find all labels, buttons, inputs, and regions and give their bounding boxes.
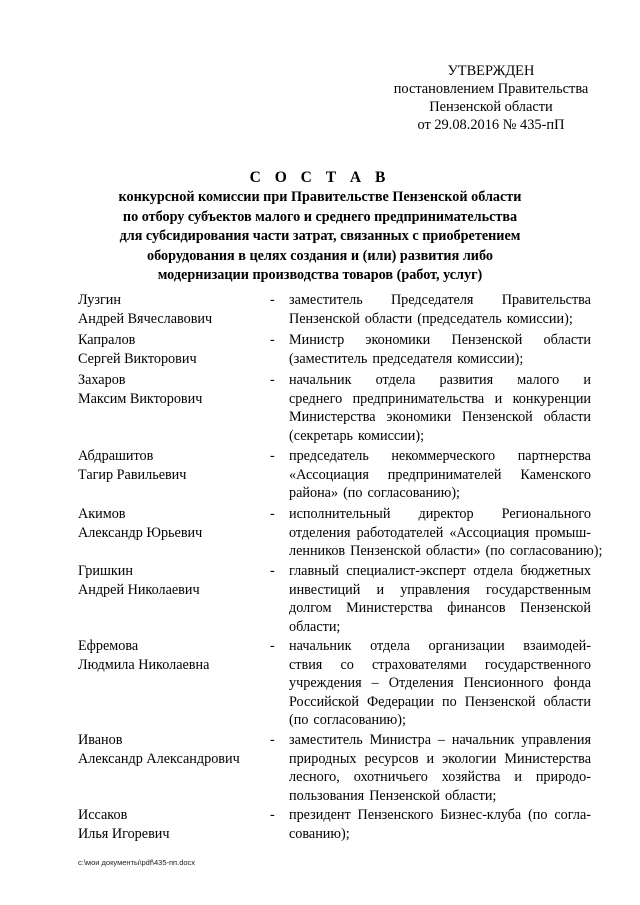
member-surname: Капралов (78, 332, 136, 348)
role-line: учреждения – Отделения Пенсионного фонда (289, 675, 591, 691)
file-path-footer: c:\мои документы\pdf\435-пп.docx (78, 858, 196, 867)
separator-dash: - (270, 506, 275, 522)
role-line: (секретарь комиссии); (289, 427, 425, 444)
role-line: начальник отдела развития малого и (289, 372, 591, 388)
role-line: исполнительный директор Регионального (289, 506, 591, 522)
member-surname: Иванов (78, 732, 123, 748)
separator-dash: - (270, 292, 275, 308)
member-given-names: Александр Александрович (78, 750, 240, 767)
member-given-names: Александр Юрьевич (78, 524, 203, 541)
separator-dash: - (270, 563, 275, 579)
role-line: области; (289, 618, 341, 635)
commission-member (0, 371, 640, 451)
role-line: долгом Министерства финансов Пензенской (289, 600, 591, 616)
role-line: ствия со страхователями государственного (289, 656, 591, 673)
role-line: председатель некоммерческого партнерства (289, 448, 591, 464)
member-surname: Иссаков (78, 807, 128, 823)
role-line: главный специалист-эксперт отдела бюджетных (289, 563, 591, 579)
separator-dash: - (270, 332, 275, 348)
member-name (78, 562, 263, 599)
document-title: С О С Т А В (249, 169, 391, 186)
member-name (78, 291, 263, 328)
role-line: инвестиций и управления государственным (289, 581, 591, 598)
subtitle-line: модернизации производства товаров (работ, услуг) (157, 267, 483, 284)
role-line: начальник отдела организации взаимодей- (289, 638, 591, 654)
commission-member (0, 637, 640, 728)
member-surname: Ефремова (78, 638, 139, 654)
member-given-names: Илья Игоревич (78, 825, 170, 842)
member-name (78, 447, 263, 484)
member-name (78, 731, 263, 768)
subtitle-line: по отбору субъектов малого и среднего предпринимательства (122, 208, 518, 225)
member-role (289, 331, 591, 368)
member-role (289, 731, 591, 805)
commission-member (0, 731, 640, 811)
role-line: Российской Федерации по Пензенской области (289, 693, 591, 710)
role-line: пользования Пензенской области; (289, 787, 497, 804)
role-line: среднего предпринимательства и конкуренции (289, 390, 591, 407)
approval-stamp (376, 62, 606, 134)
subtitle-line: оборудования в целях создания и (или) развития либо (147, 247, 493, 264)
subtitle-line: для субсидирования части затрат, связанных с приобретением (119, 228, 521, 245)
role-line: Министерства экономики Пензенской области (289, 409, 591, 425)
commission-member (0, 562, 640, 642)
separator-dash: - (270, 807, 275, 823)
member-given-names: Андрей Николаевич (78, 581, 200, 598)
role-line: лесного, охотничьего хозяйства и природо- (289, 769, 591, 785)
member-name (78, 806, 263, 843)
member-role (289, 562, 591, 636)
separator-dash: - (270, 372, 275, 388)
approval-line: от 29.08.2016 № 435-пП (417, 117, 565, 133)
role-line: заместитель Министра – начальник управления (289, 732, 591, 748)
member-role (289, 371, 591, 445)
member-given-names: Андрей Вячеславович (78, 310, 213, 327)
role-line: президент Пензенского Бизнес-клуба (по согла- (289, 807, 591, 823)
member-given-names: Максим Викторович (78, 390, 203, 407)
document-heading (90, 168, 550, 286)
member-surname: Гришкин (78, 563, 133, 579)
approval-line: постановлением Правительства (393, 81, 589, 97)
role-line: ленников Пензенской области» (по согласованию); (289, 543, 603, 559)
role-line: Министр экономики Пензенской области (289, 332, 591, 348)
member-name (78, 637, 263, 674)
role-line: сованию); (289, 825, 350, 842)
document-subtitle (90, 188, 550, 286)
member-role (289, 505, 603, 561)
member-role (289, 447, 591, 503)
separator-dash: - (270, 448, 275, 464)
member-role (289, 291, 591, 328)
approval-line: Пензенской области (429, 99, 553, 115)
member-surname: Захаров (78, 372, 126, 388)
member-role (289, 637, 591, 730)
separator-dash: - (270, 732, 275, 748)
separator-dash: - (270, 638, 275, 654)
role-line: (по согласованию); (289, 712, 406, 728)
member-surname: Абдрашитов (78, 448, 154, 464)
role-line: района» (по согласованию); (289, 485, 461, 501)
member-given-names: Сергей Викторович (78, 350, 197, 367)
approval-line: УТВЕРЖДЕН (447, 63, 535, 79)
member-surname: Лузгин (78, 292, 121, 308)
member-given-names: Людмила Николаевна (78, 656, 210, 673)
role-line: заместитель Председателя Правительства (289, 292, 591, 308)
role-line: отделения работодателей «Ассоциация промыш- (289, 524, 591, 541)
subtitle-line: конкурсной комиссии при Правительстве Пензенской области (118, 189, 522, 205)
member-role (289, 806, 591, 843)
member-surname: Акимов (78, 506, 126, 522)
role-line: Пензенской области (председатель комиссии); (289, 310, 573, 327)
commission-member (0, 806, 640, 886)
member-given-names: Тагир Равильевич (78, 466, 187, 483)
member-name (78, 371, 263, 408)
role-line: «Ассоциация предпринимателей Каменского (289, 466, 591, 483)
role-line: (заместитель председателя комиссии); (289, 350, 524, 367)
member-name (78, 331, 263, 368)
member-name (78, 505, 263, 542)
role-line: природных ресурсов и экологии Министерства (289, 750, 591, 767)
